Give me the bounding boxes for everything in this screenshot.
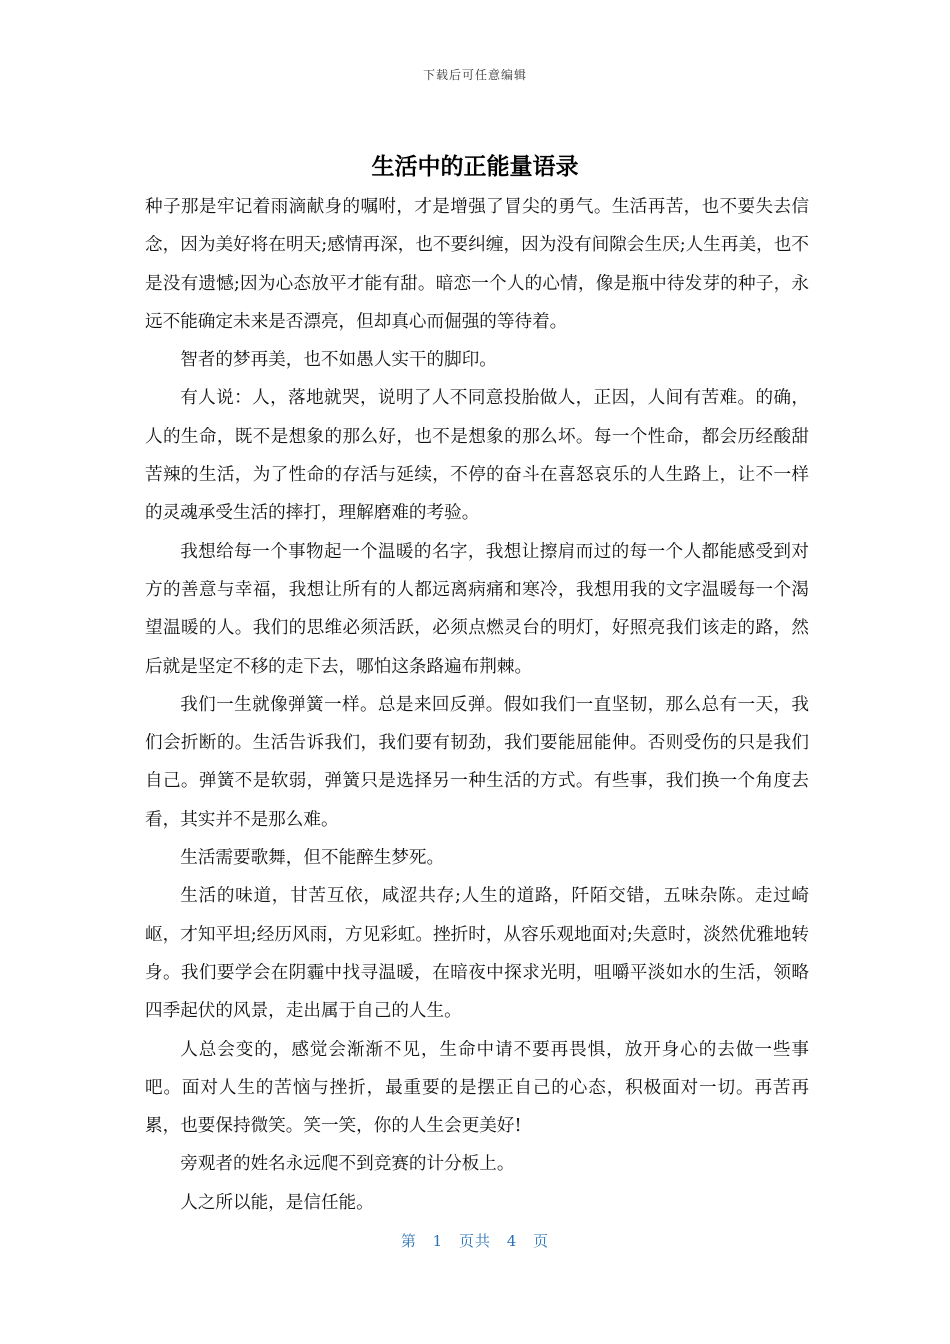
paragraph-3: 有人说：人，落地就哭，说明了人不同意投胎做人，正因，人间有苦难。的确，人的生命，既不是想象的那么好，也不是想象的那么坏。每一个性命，都会历经酸甜苦辣的生活，为了性命的存活与延续，不停的奋斗在喜怒哀乐的人生路上，让不一样的灵魂承受生活的摔打，理解磨难的考验。 bbox=[145, 388, 809, 524]
page-middle: 页共 bbox=[458, 1232, 491, 1250]
paragraph-10: 人之所以能，是信任能。 bbox=[180, 1192, 374, 1213]
paragraph-2: 智者的梦再美，也不如愚人实干的脚印。 bbox=[180, 350, 497, 371]
page-header-note: 下载后可任意编辑 bbox=[422, 68, 527, 82]
page-number: 1 bbox=[432, 1232, 444, 1250]
paragraph-4: 我想给每一个事物起一个温暖的名字，我想让擦肩而过的每一个人都能感受到对方的善意与幸福，我想让所有的人都远离病痛和寒冷，我想用我的文字温暖每一个渴望温暖的人。我们的思维必须活跃，必须点燃灵台的明灯，好照亮我们该走的路，然后就是坚定不移的走下去，哪怕这条路遍布荆棘。 bbox=[145, 541, 809, 677]
document-body bbox=[145, 188, 809, 1222]
page-prefix: 第 bbox=[400, 1232, 417, 1250]
paragraph-9: 旁观者的姓名永远爬不到竞赛的计分板上。 bbox=[180, 1154, 515, 1175]
document-title: 生活中的正能量语录 bbox=[371, 154, 579, 180]
page-suffix: 页 bbox=[533, 1232, 550, 1250]
paragraph-7: 生活的味道，甘苦互依，咸涩共存;人生的道路，阡陌交错，五味杂陈。走过崎岖，才知平坦;经历风雨，方见彩虹。挫折时，从容乐观地面对;失意时，淡然优雅地转身。我们要学会在阴霾中找寻温暖，在暗夜中探求光明，咀嚼平淡如水的生活，领略四季起伏的风景，走出属于自己的人生。 bbox=[145, 886, 809, 1022]
paragraph-5: 我们一生就像弹簧一样。总是来回反弹。假如我们一直坚韧，那么总有一天，我们会折断的。生活告诉我们，我们要有韧劲，我们要能屈能伸。否则受伤的只是我们自己。弹簧不是软弱，弹簧只是选择另一种生活的方式。有些事，我们换一个角度去看，其实并不是那么难。 bbox=[145, 694, 809, 830]
paragraph-8: 人总会变的，感觉会渐渐不见，生命中请不要再畏惧，放开身心的去做一些事吧。面对人生的苦恼与挫折，最重要的是摆正自己的心态，积极面对一切。再苦再累，也要保持微笑。笑一笑，你的人生会更美好! bbox=[145, 1039, 809, 1137]
page-footer bbox=[0, 1230, 950, 1251]
paragraph-1: 种子那是牢记着雨滴献身的嘱咐，才是增强了冒尖的勇气。生活再苦，也不要失去信念，因为美好将在明天;感情再深，也不要纠缠，因为没有间隙会生厌;人生再美，也不是没有遗憾;因为心态放平才能有甜。暗恋一个人的心情，像是瓶中待发芽的种子，永远不能确定未来是否漂亮，但却真心而倔强的等待着。 bbox=[145, 197, 809, 332]
page-total: 4 bbox=[506, 1232, 518, 1250]
paragraph-6: 生活需要歌舞，但不能醉生梦死。 bbox=[180, 848, 445, 869]
